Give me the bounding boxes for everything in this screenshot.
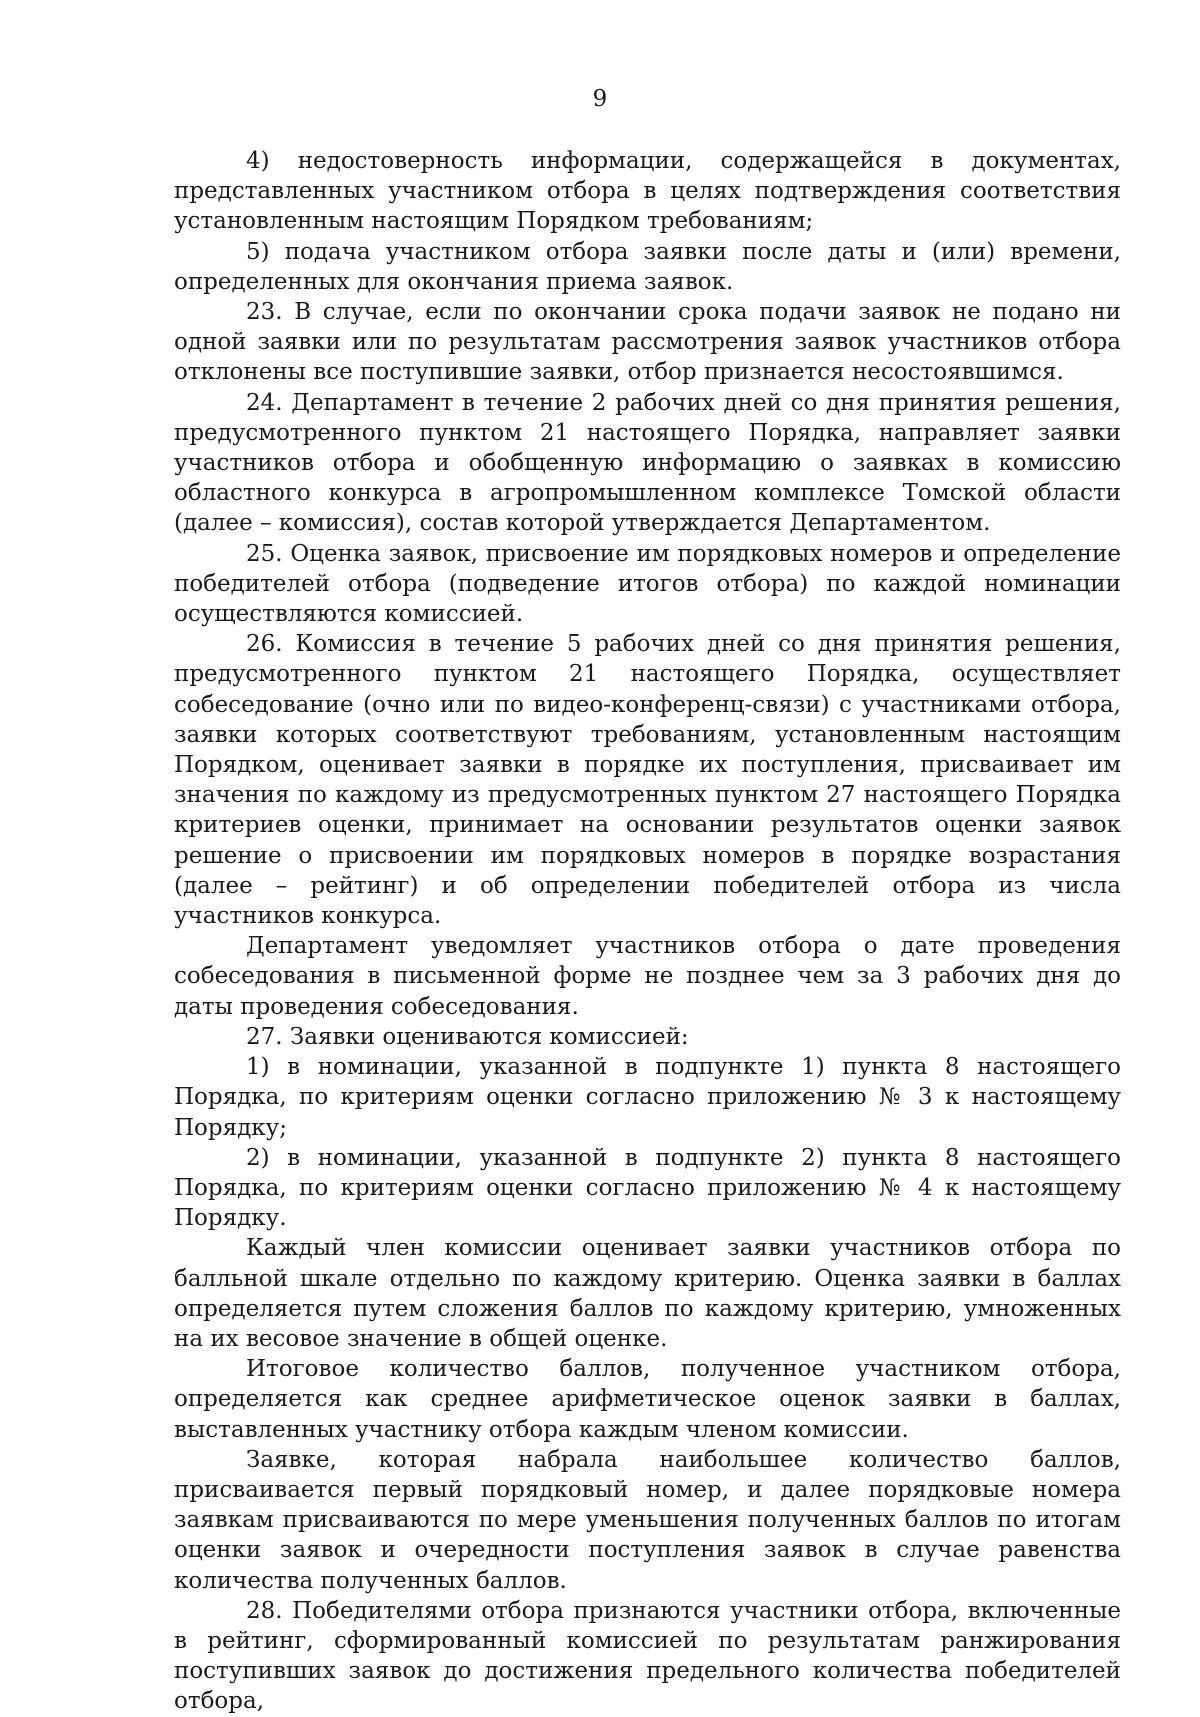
paragraph-clause-23: 23. В случае, если по окончании срока подачи заявок не подано ни одной заявки или по результатам рассмотрения заявок участников отбора отклонены все поступившие заявки, отбор признается несостоявшимся.: [174, 299, 1121, 386]
paragraph-final-score: Итоговое количество баллов, полученное участником отбора, определяется как среднее арифметическое оценок заявки в баллах, выставленных участнику отбора каждым членом комиссии.: [174, 1356, 1121, 1443]
paragraph-ranking: Заявке, которая набрала наибольшее количество баллов, присваивается первый порядковый номер, и далее порядковые номера заявкам присваиваются по мере уменьшения полученных баллов по итогам оценки заявок и очередности поступления заявок в случае равенства количества полученных баллов.: [174, 1446, 1121, 1594]
paragraph-item-4: 4) недостоверность информации, содержащейся в документах, представленных участником отбора в целях подтверждения соответствия установленным настоящим Порядком требованиям;: [174, 148, 1121, 235]
paragraph-clause-24: 24. Департамент в течение 2 рабочих дней со дня принятия решения, предусмотренного пунктом 21 настоящего Порядка, направляет заявки участников отбора и обобщенную информацию о заявках в комиссию областного конкурса в агропромышленном комплексе Томской области (далее – комиссия), состав которой утверждается Департаментом.: [174, 389, 1121, 537]
document-body: [174, 146, 1121, 1717]
paragraph-clause-25: 25. Оценка заявок, присвоение им порядковых номеров и определение победителей отбора (подведение итогов отбора) по каждой номинации осуществляются комиссией.: [174, 540, 1121, 628]
paragraph-department-notice: Департамент уведомляет участников отбора о дате проведения собеседования в письменной форме не позднее чем за 3 рабочих дня до даты проведения собеседования.: [174, 933, 1121, 1020]
paragraph-clause-27-item-2: 2) в номинации, указанной в подпункте 2) пункта 8 настоящего Порядка, по критериям оценки согласно приложению № 4 к настоящему Порядку.: [174, 1144, 1121, 1232]
paragraph-clause-28: 28. Победителями отбора признаются участники отбора, включенные в рейтинг, сформированный комиссией по результатам ранжирования поступивших заявок до достижения предельного количества победителей отбора,: [174, 1597, 1121, 1715]
paragraph-scoring: Каждый член комиссии оценивает заявки участников отбора по балльной шкале отдельно по каждому критерию. Оценка заявки в баллах определяется путем сложения баллов по каждому критерию, умноженных на их весовое значение в общей оценке.: [174, 1235, 1121, 1352]
paragraph-clause-27-item-1: 1) в номинации, указанной в подпункте 1) пункта 8 настоящего Порядка, по критериям оценки согласно приложению № 3 к настоящему Порядку;: [174, 1054, 1121, 1141]
paragraph-clause-26: 26. Комиссия в течение 5 рабочих дней со дня принятия решения, предусмотренного пунктом 21 настоящего Порядка, осуществляет собеседование (очно или по видео-конференц-связи) с участниками отбора, заявки которых соответствуют требованиям, установленным настоящим Порядком, оценивает заявки в порядке их поступления, присваивает им значения по каждому из предусмотренных пунктом 27 настоящего Порядка критериев оценки, принимает на основании результатов оценки заявок решение о присвоении им порядковых номеров в порядке возрастания (далее – рейтинг) и об определении победителей отбора из числа участников конкурса.: [174, 631, 1121, 930]
page-number: 9: [592, 86, 608, 112]
paragraph-clause-27: 27. Заявки оцениваются комиссией:: [246, 1023, 689, 1050]
paragraph-item-5: 5) подача участником отбора заявки после даты и (или) времени, определенных для окончания приема заявок.: [174, 238, 1121, 295]
